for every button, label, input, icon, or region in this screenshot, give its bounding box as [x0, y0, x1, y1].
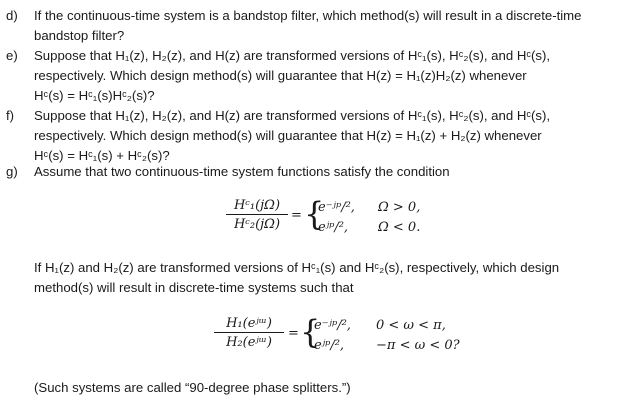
equation-2-case-2-value: eʲᵖ/²,	[314, 338, 345, 353]
equation-2	[0, 312, 621, 366]
item-g-line-1: Assume that two continuous-time system functions satisfy the condition	[34, 164, 450, 179]
equation-1-case-2-condition: Ω < 0.	[378, 220, 421, 235]
paragraph-line-1: If H₁(z) and H₂(z) are transformed versions of Hᶜ₁(s) and Hᶜ₂(s), respectively, which design	[34, 260, 560, 275]
equation-2-case-2-condition: −π < ω < 0?	[376, 338, 460, 353]
equation-2-denominator: H₂(eʲᵚ)	[226, 335, 272, 350]
footnote: (Such systems are called “90-degree phase splitters.”)	[34, 380, 351, 395]
item-d-line-1: If the continuous-time system is a bandstop filter, which method(s) will result in a discrete-time	[34, 8, 582, 23]
equation-1-fraction-bar	[226, 214, 288, 215]
item-g-label: g)	[6, 164, 18, 179]
equation-1-denominator: Hᶜ₂(jΩ)	[233, 217, 281, 232]
equation-2-case-1-condition: 0 < ω < π,	[376, 318, 446, 333]
equation-1-equals: =	[291, 208, 302, 223]
item-e-line-1: Suppose that H₁(z), H₂(z), and H(z) are transformed versions of Hᶜ₁(s), Hᶜ₂(s), and Hᶜ(s),	[34, 48, 551, 63]
equation-1-case-2-value: eʲᵖ/²,	[318, 220, 349, 235]
equation-1-numerator: Hᶜ₁(jΩ)	[233, 198, 281, 213]
item-f-line-1: Suppose that H₁(z), H₂(z), and H(z) are transformed versions of Hᶜ₁(s), Hᶜ₂(s), and Hᶜ(s),	[34, 108, 551, 123]
item-d-label: d)	[6, 8, 18, 23]
item-e-line-2: respectively. Which design method(s) will guarantee that H(z) = H₁(z)H₂(z) whenever	[34, 68, 527, 83]
item-d-line-2: bandstop filter?	[34, 28, 125, 43]
equation-2-fraction	[214, 316, 284, 350]
equation-1-fraction	[226, 198, 288, 232]
equation-1-brace: {	[304, 195, 325, 233]
equation-1-case-1-condition: Ω > 0,	[378, 200, 421, 215]
equation-2-numerator: H₁(eʲᵚ)	[226, 316, 272, 331]
paragraph-line-2: method(s) will result in discrete-time systems such that	[34, 280, 354, 295]
equation-2-equals: =	[288, 326, 299, 341]
item-f-line-3: Hᶜ(s) = Hᶜ₁(s) + Hᶜ₂(s)?	[34, 148, 170, 163]
item-f-line-2: respectively. Which design method(s) will guarantee that H(z) = H₁(z) + H₂(z) whenever	[34, 128, 542, 143]
equation-2-fraction-bar	[214, 332, 284, 333]
equation-1	[0, 194, 621, 248]
equation-2-brace: {	[300, 313, 321, 351]
equation-1-case-1-value: e⁻ʲᵖ/²,	[318, 200, 355, 215]
item-f-label: f)	[6, 108, 15, 123]
item-e-line-3: Hᶜ(s) = Hᶜ₁(s)Hᶜ₂(s)?	[34, 88, 155, 103]
equation-2-case-1-value: e⁻ʲᵖ/²,	[314, 318, 351, 333]
item-e-label: e)	[6, 48, 18, 63]
